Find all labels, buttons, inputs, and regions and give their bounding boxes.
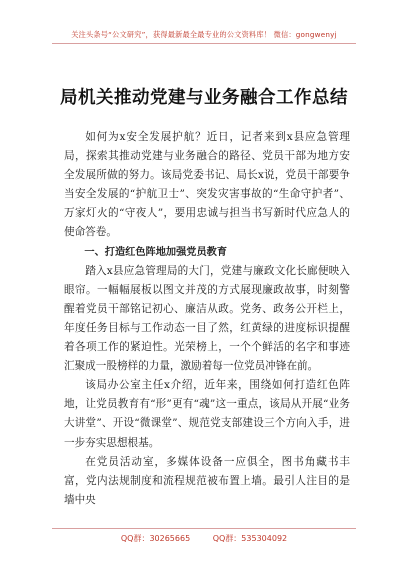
header-note: 关注头条号“公文研究”，获得最新最全最专业的公文资料库！ 微信：gongwenyj (71, 30, 337, 39)
header-divider (52, 43, 356, 44)
footer-qq-group-1: QQ群：30265665 (120, 534, 191, 543)
section-heading: 一、打造红色阵地加强党员教育 (84, 246, 228, 258)
footer-qq-group-2: QQ群：535304092 (212, 534, 288, 543)
paragraph-intro: 如何为x安全发展护航？近日，记者来到x县应急管理局，探索其推动党建与业务融合的路径、党员干部为地方安全发展所做的努力。该局党委书记、局长x说，党员干部要争当安全发展的“护航卫士”、突发灾害事故的“生命守护者”、万家灯火的“守夜人”，要用忠诚与担当书写新时代应急人的使命答卷。 (64, 131, 350, 239)
footer-note (0, 533, 408, 544)
page-title: 局机关推动党建与业务融合工作总结 (60, 88, 348, 108)
footer-divider (52, 528, 356, 529)
paragraph-office: 该局办公室主任x介绍，近年来，围绕如何打造红色阵地，让党员教育有“形”更有“魂”这一重点，该局从开展“业务大讲堂”、开设“微课堂”、规范党支部建设三个方向入手，进一步夯实思想根基。 (64, 379, 350, 449)
paragraph-activity-room: 在党员活动室，多媒体设备一应俱全，图书角藏书丰富，党内法规制度和流程规范被布置上墙。最引人注目的是墙中央 (64, 455, 350, 506)
paragraph-entrance: 踏入x县应急管理局的大门，党建与廉政文化长廊便映入眼帘。一幅幅展板以图文并茂的方式展现廉政故事，时刻警醒着党员干部铭记初心、廉洁从政。党务、政务公开栏上，年度任务目标与工作动态一目了然，红黄绿的进度标识提醒着各项工作的紧迫性。光荣榜上，一个个鲜活的名字和事迹汇聚成一股榜样的力量，激励着每一位党员冲锋在前。 (64, 264, 350, 373)
document-body (64, 128, 350, 510)
